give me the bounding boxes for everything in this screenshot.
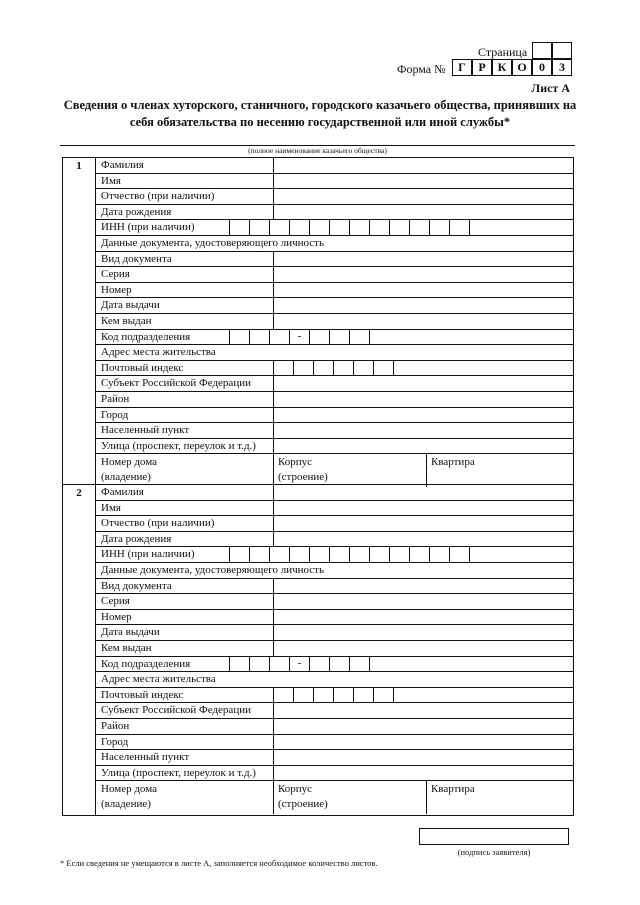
inn-digit-box[interactable] xyxy=(269,547,289,562)
field-value[interactable] xyxy=(273,283,573,298)
divider xyxy=(369,657,370,672)
member-block-2 xyxy=(62,484,574,816)
form-row xyxy=(96,314,573,330)
field-value[interactable] xyxy=(273,719,573,734)
footnote: * Если сведения не умещаются в листе А, заполняется необходимое количество листов. xyxy=(60,858,378,868)
postal-digit-box[interactable] xyxy=(273,361,293,376)
inn-digit-box[interactable] xyxy=(229,547,249,562)
field-value[interactable] xyxy=(273,750,573,765)
field-value[interactable] xyxy=(273,189,573,204)
form-row xyxy=(96,361,573,377)
field-label: Дата выдачи xyxy=(101,626,160,639)
form-code-box: О xyxy=(512,59,532,76)
form-row xyxy=(96,750,573,766)
field-label: Кем выдан xyxy=(101,641,152,654)
document-title: Сведения о членах хуторского, станичного, городского казачьего общества, принявших на себя обязательства по несению государственной или иной службы* xyxy=(63,98,577,129)
field-label: Номер xyxy=(101,610,132,623)
field-value[interactable] xyxy=(273,501,573,516)
field-label: Номер дома (владение) xyxy=(101,456,157,484)
inn-digit-box[interactable] xyxy=(389,220,409,235)
field-label: Серия xyxy=(101,268,130,281)
divider xyxy=(273,781,274,814)
inn-digit-box[interactable] xyxy=(409,220,429,235)
field-value[interactable] xyxy=(273,314,573,329)
form-row xyxy=(96,267,573,283)
inn-digit-box[interactable] xyxy=(309,220,329,235)
code-separator: - xyxy=(289,330,309,345)
field-label: Номер дома (владение) xyxy=(101,783,157,811)
field-label: Вид документа xyxy=(101,252,172,265)
divider xyxy=(469,220,470,235)
form-row xyxy=(96,330,573,346)
field-label: Адрес места жительства xyxy=(101,673,216,686)
field-label: Данные документа, удостоверяющего личность xyxy=(101,563,325,576)
form-row xyxy=(96,174,573,190)
inn-digit-box[interactable] xyxy=(409,547,429,562)
field-label: Адрес места жительства xyxy=(101,346,216,359)
form-row xyxy=(96,672,573,688)
field-value[interactable] xyxy=(273,625,573,640)
inn-digit-box[interactable] xyxy=(249,220,269,235)
signature-caption: (подпись заявителя) xyxy=(457,847,531,857)
code-digit-box[interactable] xyxy=(229,330,249,345)
code-digit-box[interactable] xyxy=(349,657,369,672)
divider xyxy=(426,781,427,814)
form-row xyxy=(96,392,573,408)
inn-digit-box[interactable] xyxy=(449,220,469,235)
inn-digit-box[interactable] xyxy=(429,220,449,235)
form-row xyxy=(96,205,573,221)
field-value[interactable] xyxy=(273,610,573,625)
field-label: ИНН (при наличии) xyxy=(101,548,195,561)
form-row xyxy=(96,625,573,641)
form-code-box: Р xyxy=(472,59,492,76)
field-value[interactable] xyxy=(273,158,573,173)
field-label: Почтовый индекс xyxy=(101,688,184,701)
field-label: Код подразделения xyxy=(101,657,191,670)
field-label: Код подразделения xyxy=(101,330,191,343)
inn-digit-box[interactable] xyxy=(449,547,469,562)
field-label: Город xyxy=(101,735,129,748)
field-value[interactable] xyxy=(273,252,573,267)
field-value[interactable] xyxy=(273,439,573,454)
field-label: Фамилия xyxy=(101,159,144,171)
form-row xyxy=(96,236,573,252)
form-row xyxy=(96,547,573,563)
form-label: Форма № xyxy=(397,62,446,76)
form-row xyxy=(96,516,573,532)
divider xyxy=(469,547,470,562)
field-value[interactable] xyxy=(273,485,573,500)
postal-digit-box[interactable] xyxy=(293,361,313,376)
inn-digit-box[interactable] xyxy=(269,220,289,235)
postal-digit-box[interactable] xyxy=(373,688,393,703)
form-row xyxy=(96,454,573,487)
field-value[interactable] xyxy=(273,766,573,781)
field-label: Серия xyxy=(101,595,130,608)
form-row xyxy=(96,298,573,314)
form-row xyxy=(96,252,573,268)
postal-digit-box[interactable] xyxy=(373,361,393,376)
postal-digit-box[interactable] xyxy=(313,688,333,703)
field-label: Населенный пункт xyxy=(101,424,190,437)
field-label: Почтовый индекс xyxy=(101,361,184,374)
form-row xyxy=(96,439,573,455)
field-label: Вид документа xyxy=(101,579,172,592)
code-digit-box[interactable] xyxy=(269,330,289,345)
field-value[interactable] xyxy=(273,267,573,282)
form-row xyxy=(96,501,573,517)
form-row xyxy=(96,408,573,424)
field-label: Фамилия xyxy=(101,486,144,498)
divider xyxy=(426,454,427,487)
member-number: 2 xyxy=(63,485,96,815)
form-row xyxy=(96,423,573,439)
divider xyxy=(369,330,370,345)
field-value[interactable] xyxy=(273,408,573,423)
code-digit-box[interactable] xyxy=(249,657,269,672)
field-label: Имя xyxy=(101,174,121,187)
member-number: 1 xyxy=(63,158,96,484)
page-label: Страница xyxy=(478,45,528,59)
form-row xyxy=(96,283,573,299)
inn-digit-box[interactable] xyxy=(289,547,309,562)
inn-digit-box[interactable] xyxy=(349,220,369,235)
field-value[interactable] xyxy=(273,516,573,531)
form-row xyxy=(96,563,573,579)
field-label: Квартира xyxy=(431,456,475,469)
inn-digit-box[interactable] xyxy=(389,547,409,562)
form-row xyxy=(96,189,573,205)
field-label: Район xyxy=(101,392,130,405)
field-value[interactable] xyxy=(273,298,573,313)
field-label: Кем выдан xyxy=(101,314,152,327)
field-value[interactable] xyxy=(273,579,573,594)
form-row xyxy=(96,532,573,548)
field-value[interactable] xyxy=(273,174,573,189)
page-box-2[interactable] xyxy=(552,42,572,59)
field-label: Имя xyxy=(101,501,121,514)
postal-digit-box[interactable] xyxy=(293,688,313,703)
inn-digit-box[interactable] xyxy=(249,547,269,562)
page-box-1[interactable] xyxy=(532,42,552,59)
form-code-box: К xyxy=(492,59,512,76)
postal-digit-box[interactable] xyxy=(273,688,293,703)
form-row xyxy=(96,220,573,236)
field-label: Дата рождения xyxy=(101,532,172,545)
divider xyxy=(393,361,394,376)
field-label: Город xyxy=(101,408,129,421)
form-row xyxy=(96,735,573,751)
postal-digit-box[interactable] xyxy=(313,361,333,376)
inn-digit-box[interactable] xyxy=(349,547,369,562)
postal-digit-box[interactable] xyxy=(353,688,373,703)
field-value[interactable] xyxy=(273,641,573,656)
field-label: Дата выдачи xyxy=(101,299,160,312)
form-row xyxy=(96,688,573,704)
code-digit-box[interactable] xyxy=(309,657,329,672)
field-value[interactable] xyxy=(273,392,573,407)
sheet-label: Лист А xyxy=(531,81,570,95)
inn-digit-box[interactable] xyxy=(429,547,449,562)
form-row xyxy=(96,766,573,782)
field-label: Номер xyxy=(101,283,132,296)
field-label: Населенный пункт xyxy=(101,751,190,764)
signature-field[interactable] xyxy=(419,828,569,845)
form-code-box: 0 xyxy=(532,59,552,76)
code-digit-box[interactable] xyxy=(349,330,369,345)
field-label: Субъект Российской Федерации xyxy=(101,377,251,390)
field-label: Улица (проспект, переулок и т.д.) xyxy=(101,766,256,779)
member-rows xyxy=(96,158,573,487)
form-code-box: Г xyxy=(452,59,472,76)
field-value[interactable] xyxy=(273,594,573,609)
member-rows xyxy=(96,485,573,814)
inn-digit-box[interactable] xyxy=(369,547,389,562)
inn-digit-box[interactable] xyxy=(309,547,329,562)
field-label: Отчество (при наличии) xyxy=(101,517,215,530)
field-label: Район xyxy=(101,719,130,732)
form-row xyxy=(96,594,573,610)
form-row xyxy=(96,703,573,719)
field-value[interactable] xyxy=(273,532,573,547)
form-row xyxy=(96,345,573,361)
field-label: Данные документа, удостоверяющего личность xyxy=(101,236,325,249)
field-label: Субъект Российской Федерации xyxy=(101,704,251,717)
form-code-box: 3 xyxy=(552,59,572,76)
field-label: Дата рождения xyxy=(101,205,172,218)
postal-digit-box[interactable] xyxy=(333,361,353,376)
code-digit-box[interactable] xyxy=(329,657,349,672)
code-separator: - xyxy=(289,657,309,672)
form-row xyxy=(96,158,573,174)
inn-digit-box[interactable] xyxy=(369,220,389,235)
inn-digit-box[interactable] xyxy=(329,547,349,562)
field-label: Улица (проспект, переулок и т.д.) xyxy=(101,439,256,452)
field-value[interactable] xyxy=(273,703,573,718)
form-row xyxy=(96,579,573,595)
postal-digit-box[interactable] xyxy=(333,688,353,703)
code-digit-box[interactable] xyxy=(269,657,289,672)
inn-digit-box[interactable] xyxy=(289,220,309,235)
code-digit-box[interactable] xyxy=(249,330,269,345)
field-value[interactable] xyxy=(273,735,573,750)
code-digit-box[interactable] xyxy=(229,657,249,672)
form-row xyxy=(96,657,573,673)
field-label: Квартира xyxy=(431,783,475,796)
org-name-caption: (полное наименование казачьего общества) xyxy=(248,146,387,155)
field-value[interactable] xyxy=(273,423,573,438)
field-label: Отчество (при наличии) xyxy=(101,190,215,203)
field-label: Корпус (строение) xyxy=(278,456,328,484)
form-row xyxy=(96,485,573,501)
form-row xyxy=(96,641,573,657)
form-row xyxy=(96,376,573,392)
form-row xyxy=(96,610,573,626)
field-label: ИНН (при наличии) xyxy=(101,221,195,234)
field-label: Корпус (строение) xyxy=(278,783,328,811)
divider xyxy=(393,688,394,703)
postal-digit-box[interactable] xyxy=(353,361,373,376)
code-digit-box[interactable] xyxy=(329,330,349,345)
form-row xyxy=(96,781,573,814)
inn-digit-box[interactable] xyxy=(329,220,349,235)
member-block-1 xyxy=(62,157,574,485)
code-digit-box[interactable] xyxy=(309,330,329,345)
divider xyxy=(273,454,274,487)
form-row xyxy=(96,719,573,735)
inn-digit-box[interactable] xyxy=(229,220,249,235)
field-value[interactable] xyxy=(273,376,573,391)
field-value[interactable] xyxy=(273,205,573,220)
